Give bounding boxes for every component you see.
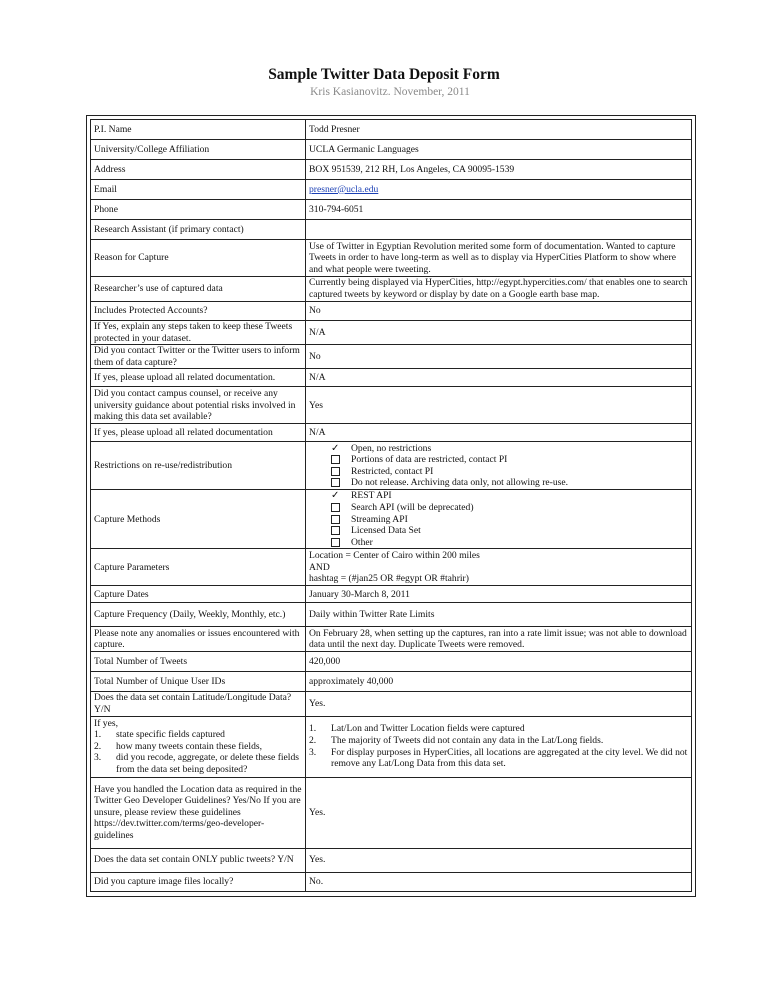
list-text: For display purposes in HyperCities, all locations are aggregated at the city level. We did not remove any Lat/Long Data from this data set. bbox=[331, 746, 688, 770]
field-value: Yes bbox=[306, 387, 692, 424]
checkbox-label: Licensed Data Set bbox=[351, 525, 421, 537]
empty-checkbox-icon[interactable] bbox=[331, 526, 340, 535]
table-row bbox=[91, 120, 692, 140]
checkbox-label: Other bbox=[351, 536, 373, 548]
field-value: No. bbox=[306, 872, 692, 891]
field-value: 310-794-6051 bbox=[306, 200, 692, 220]
checkbox-label: Search API (will be deprecated) bbox=[351, 501, 474, 513]
field-value: N/A bbox=[306, 321, 692, 345]
field-value: No bbox=[306, 345, 692, 369]
checkbox-option[interactable] bbox=[309, 525, 689, 537]
list-item bbox=[309, 735, 689, 747]
table-row bbox=[91, 627, 692, 652]
list-item bbox=[94, 729, 303, 741]
field-value: approximately 40,000 bbox=[306, 672, 692, 692]
field-value: Yes. bbox=[306, 777, 692, 848]
field-value: Use of Twitter in Egyptian Revolution merited some form of documentation. Wanted to capture Tweets in order to have long-term as well as to display via HyperCities Platform to show where and what people were tweeting. bbox=[306, 240, 692, 277]
field-label: Capture Frequency (Daily, Weekly, Monthly, etc.) bbox=[91, 603, 306, 627]
field-label: Does the data set contain Latitude/Longitude Data? Y/N bbox=[91, 692, 306, 716]
field-label: Have you handled the Location data as required in the Twitter Geo Developer Guidelines? Yes/No If you are unsure, please review these guidelines https://dev.twitter.com/terms/geo-developer-guidelines bbox=[91, 777, 306, 848]
table-row bbox=[91, 220, 692, 240]
field-label: Restrictions on re-use/redistribution bbox=[91, 442, 306, 490]
table-row bbox=[91, 200, 692, 220]
field-label: Did you contact Twitter or the Twitter users to inform them of data capture? bbox=[91, 345, 306, 369]
table-row bbox=[91, 549, 692, 586]
checkbox-label: Do not release. Archiving data only, not allowing re-use. bbox=[351, 477, 569, 489]
list-text: Lat/Lon and Twitter Location fields were captured bbox=[331, 723, 525, 735]
table-row bbox=[91, 603, 692, 627]
table-row bbox=[91, 872, 692, 891]
page-title: Sample Twitter Data Deposit Form bbox=[268, 66, 500, 83]
checkmark-icon[interactable]: ✓ bbox=[331, 442, 340, 454]
checkbox-option[interactable] bbox=[309, 466, 689, 478]
field-label: Reason for Capture bbox=[91, 240, 306, 277]
table-row bbox=[91, 442, 692, 490]
field-value bbox=[306, 220, 692, 240]
checkbox-option[interactable] bbox=[309, 490, 689, 502]
checkbox-option[interactable] bbox=[309, 502, 689, 514]
list-item bbox=[94, 741, 303, 753]
field-value: January 30-March 8, 2011 bbox=[306, 586, 692, 603]
params-line: AND bbox=[309, 561, 330, 573]
table-row bbox=[91, 716, 692, 777]
table-row bbox=[91, 848, 692, 872]
empty-checkbox-icon[interactable] bbox=[331, 467, 340, 476]
table-row bbox=[91, 424, 692, 442]
checkbox-label: REST API bbox=[351, 490, 392, 502]
field-value bbox=[306, 716, 692, 777]
latlong-answers-list bbox=[309, 723, 689, 769]
list-number: 2. bbox=[309, 734, 317, 746]
list-item bbox=[309, 723, 689, 735]
field-value: Yes. bbox=[306, 848, 692, 872]
list-number: 1. bbox=[309, 723, 317, 735]
field-value: Daily within Twitter Rate Limits bbox=[306, 603, 692, 627]
methods-list bbox=[309, 490, 689, 548]
table-row bbox=[91, 387, 692, 424]
table-row bbox=[91, 586, 692, 603]
field-value: Yes. bbox=[306, 692, 692, 716]
table-row bbox=[91, 160, 692, 180]
field-label: If Yes, explain any steps taken to keep these Tweets protected in your dataset. bbox=[91, 321, 306, 345]
field-value: Currently being displayed via HyperCities, http://egypt.hypercities.com/ that enables one to search captured tweets by keyword or display by date on a Google earth base map. bbox=[306, 277, 692, 302]
field-label: University/College Affiliation bbox=[91, 140, 306, 160]
table-row bbox=[91, 490, 692, 549]
params-line: Location = Center of Cairo within 200 miles bbox=[309, 549, 480, 561]
checkmark-icon[interactable]: ✓ bbox=[331, 490, 340, 502]
page-subtitle: Kris Kasianovitz. November, 2011 bbox=[310, 86, 470, 98]
checkbox-label: Restricted, contact PI bbox=[351, 465, 434, 477]
checkbox-option[interactable] bbox=[309, 514, 689, 526]
list-item bbox=[94, 752, 303, 775]
table-row bbox=[91, 672, 692, 692]
checkbox-option[interactable] bbox=[309, 443, 689, 455]
field-label: Total Number of Unique User IDs bbox=[91, 672, 306, 692]
empty-checkbox-icon[interactable] bbox=[331, 455, 340, 464]
ifyes-heading: If yes, bbox=[94, 717, 118, 729]
field-label: Capture Dates bbox=[91, 586, 306, 603]
field-value: UCLA Germanic Languages bbox=[306, 140, 692, 160]
table-row bbox=[91, 369, 692, 387]
checkbox-option[interactable] bbox=[309, 454, 689, 466]
empty-checkbox-icon[interactable] bbox=[331, 515, 340, 524]
list-number: 1. bbox=[94, 729, 102, 741]
field-label: Email bbox=[91, 180, 306, 200]
field-label: Research Assistant (if primary contact) bbox=[91, 220, 306, 240]
methods-options bbox=[306, 490, 692, 549]
table-row bbox=[91, 302, 692, 321]
field-value bbox=[306, 180, 692, 200]
list-item bbox=[309, 747, 689, 770]
checkbox-option[interactable] bbox=[309, 537, 689, 549]
table-row bbox=[91, 692, 692, 716]
field-label: Researcher’s use of captured data bbox=[91, 277, 306, 302]
list-number: 3. bbox=[94, 752, 102, 764]
field-value: N/A bbox=[306, 424, 692, 442]
field-label: If yes, please upload all related documentation. bbox=[91, 369, 306, 387]
table-row bbox=[91, 345, 692, 369]
restrictions-list bbox=[309, 443, 689, 489]
field-value: Todd Presner bbox=[306, 120, 692, 140]
table-row bbox=[91, 777, 692, 848]
field-value: 420,000 bbox=[306, 652, 692, 672]
field-label: Capture Methods bbox=[91, 490, 306, 549]
list-text: state specific fields captured bbox=[116, 729, 225, 741]
checkbox-label: Portions of data are restricted, contact PI bbox=[351, 454, 508, 466]
field-value: N/A bbox=[306, 369, 692, 387]
list-text: did you recode, aggregate, or delete these fields from the data set being deposited? bbox=[116, 752, 300, 775]
table-row bbox=[91, 321, 692, 345]
list-number: 2. bbox=[94, 740, 102, 752]
checkbox-label: Streaming API bbox=[351, 513, 408, 525]
field-label: If yes, please upload all related documentation bbox=[91, 424, 306, 442]
field-value bbox=[306, 549, 692, 586]
field-label: Address bbox=[91, 160, 306, 180]
ifyes-list bbox=[94, 729, 303, 775]
checkbox-option[interactable] bbox=[309, 477, 689, 489]
empty-checkbox-icon[interactable] bbox=[331, 478, 340, 487]
field-value: On February 28, when setting up the captures, ran into a rate limit issue; was not able to download data until the next day. Duplicate Tweets were removed. bbox=[306, 627, 692, 652]
table-row bbox=[91, 180, 692, 200]
field-value: BOX 951539, 212 RH, Los Angeles, CA 90095-1539 bbox=[306, 160, 692, 180]
table-row bbox=[91, 277, 692, 302]
table-row bbox=[91, 652, 692, 672]
field-label: P.I. Name bbox=[91, 120, 306, 140]
field-label: Did you contact campus counsel, or receive any university guidance about potential risks involved in making this data set available? bbox=[91, 387, 306, 424]
field-label: Did you capture image files locally? bbox=[91, 872, 306, 891]
list-number: 3. bbox=[309, 746, 317, 758]
field-label: Capture Parameters bbox=[91, 549, 306, 586]
checkbox-label: Open, no restrictions bbox=[351, 442, 432, 454]
empty-checkbox-icon[interactable] bbox=[331, 538, 340, 547]
restrictions-options bbox=[306, 442, 692, 490]
params-line: hashtag = (#jan25 OR #egypt OR #tahrir) bbox=[309, 573, 469, 585]
empty-checkbox-icon[interactable] bbox=[331, 503, 340, 512]
field-value: No bbox=[306, 302, 692, 321]
field-label: Please note any anomalies or issues encountered with capture. bbox=[91, 627, 306, 652]
deposit-form-table bbox=[90, 119, 692, 892]
field-label: Phone bbox=[91, 200, 306, 220]
field-label bbox=[91, 716, 306, 777]
field-label: Total Number of Tweets bbox=[91, 652, 306, 672]
table-row bbox=[91, 140, 692, 160]
email-link[interactable]: presner@ucla.edu bbox=[309, 183, 379, 195]
list-text: The majority of Tweets did not contain any data in the Lat/Long fields. bbox=[331, 734, 604, 746]
field-label: Includes Protected Accounts? bbox=[91, 302, 306, 321]
list-text: how many tweets contain these fields, bbox=[116, 740, 263, 752]
table-row bbox=[91, 240, 692, 277]
field-label: Does the data set contain ONLY public tweets? Y/N bbox=[91, 848, 306, 872]
